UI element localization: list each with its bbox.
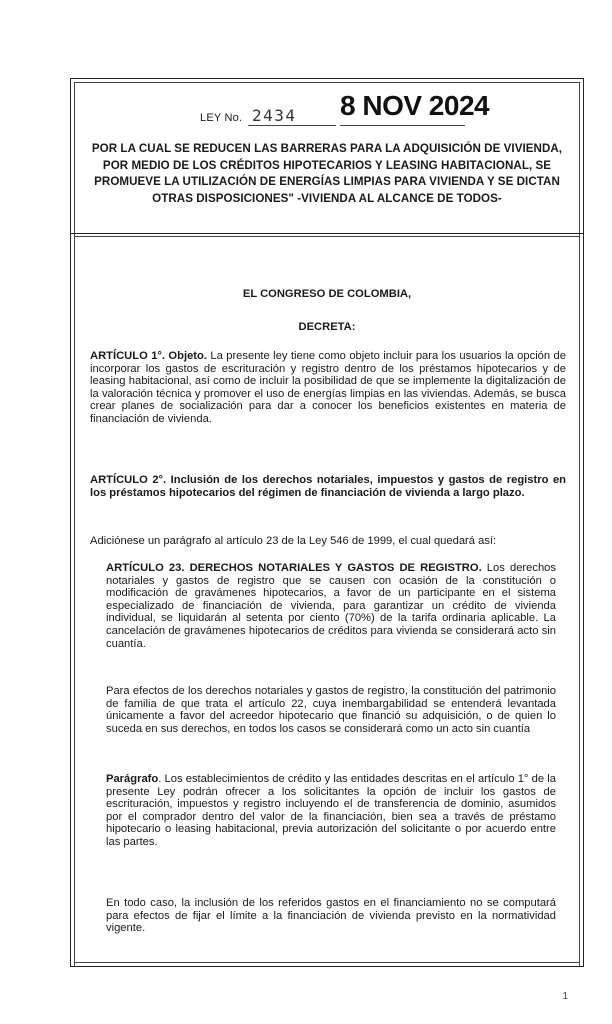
law-number-underline <box>248 125 336 126</box>
article-23 <box>106 562 556 650</box>
article-23-paragraph-2: Para efectos de los derechos notariales y gastos de registro, la constitución del patrimonio de familia de que trata el artículo 22, cuya inembargabilidad se entenderá levantada únicamente a favor del acreedor hipotecario que financió su adquisición, o de quien lo suceda en sus derechos, en todos los casos se considerará como un acto sin cuantía <box>106 685 556 735</box>
frame-bottom-rule-inner <box>74 962 580 963</box>
header-divider-inner <box>74 236 580 237</box>
law-number: 2434 <box>252 106 297 125</box>
article-1-text: La presente ley tiene como objeto incluir para los usuarios la opción de incorporar los gastos de escrituración y registro dentro de los préstamos hipotecarios y de leasing habitacional, así como de incluir la posibilidad de que se implemente la digitalización de la valoración técnica y promover el uso de energías limpias en las viviendas. Además, se busca crear planes de socialización para dar a conocer los beneficios existentes en materia de financiación de vivienda. <box>90 350 566 425</box>
header-divider <box>70 233 584 234</box>
law-date-stamp: 8 NOV 2024 <box>340 90 490 121</box>
article-1-heading: ARTÍCULO 1°. Objeto. <box>90 350 207 362</box>
law-label: LEY No. <box>200 112 243 124</box>
paragrafo-heading: Parágrafo <box>106 773 159 785</box>
law-number-line <box>200 88 500 128</box>
article-2-heading: ARTÍCULO 2°. Inclusión de los derechos notariales, impuestos y gastos de registro en los préstamos hipotecarios del régimen de financiación de vivienda a largo plazo. <box>90 474 566 499</box>
final-paragraph: En todo caso, la inclusión de los referidos gastos en el financiamiento no se computará para efectos de fijar el límite a la financiación de vivienda previsto en la normatividad vigente. <box>106 897 556 935</box>
decreta-heading: DECRETA: <box>298 321 356 333</box>
frame-bottom-rule <box>70 966 584 967</box>
page-number: 1 <box>562 991 568 1002</box>
paragrafo <box>106 773 556 849</box>
paragrafo-text: . Los establecimientos de crédito y las entidades descritas en el artículo 1° de la presente Ley podrán ofrecer a los solicitantes la opción de incluir los gastos de escrituración, impuestos y registro incluyendo el de transferencia de dominio, asumidos por el comprador dentro del valor de la financiación, bien sea a través de préstamo hipotecario o leasing habitacional, previa autorización del solicitante o por acuerdo entre las partes. <box>106 773 556 848</box>
article-2-intro: Adiciónese un parágrafo al artículo 23 de la Ley 546 de 1999, el cual quedará así: <box>90 535 497 547</box>
article-23-text: Los derechos notariales y gastos de registro que se causen con ocasión de la constitución o modificación de gravámenes hipotecarios, a favor de un participante en el sistema especializado de financiación de vivienda, para garantizar un crédito de vivienda individual, se liquidarán al setenta por ciento (70%) de la tarifa ordinaria aplicable. La cancelación de gravámenes hipotecarios de créditos para vivienda se considerará acto sin cuantía. <box>106 562 556 650</box>
law-title: POR LA CUAL SE REDUCEN LAS BARRERAS PARA LA ADQUISICIÓN DE VIVIENDA, POR MEDIO DE LOS CRÉDITOS HIPOTECARIOS Y LEASING HABITACIONAL, SE PROMUEVE LA UTILIZACIÓN DE ENERGÍAS LIMPIAS PARA VIVIENDA Y SE DICTAN OTRAS DISPOSICIONES" -VIVIENDA AL ALCANCE DE TODOS- <box>91 142 563 205</box>
law-date-underline <box>340 125 465 126</box>
article-1 <box>90 350 566 426</box>
article-23-heading: ARTÍCULO 23. DERECHOS NOTARIALES Y GASTOS DE REGISTRO. <box>106 562 482 574</box>
congress-heading: EL CONGRESO DE COLOMBIA, <box>242 288 412 300</box>
